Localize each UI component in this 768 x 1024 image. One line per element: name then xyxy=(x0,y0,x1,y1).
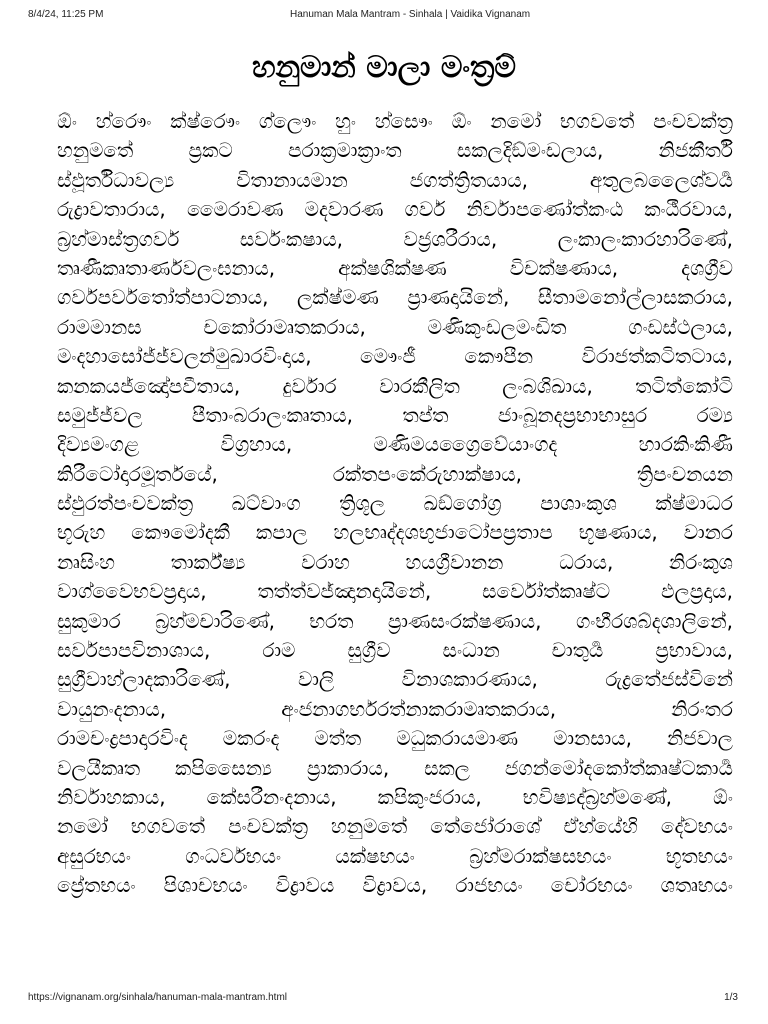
word: ත්‍රිශූල xyxy=(339,491,386,516)
word: සංධාන xyxy=(442,638,500,663)
word: හලභෘද්දශභුජාටෝපප්‍රතාප xyxy=(333,520,553,545)
word: දශග්‍රීව xyxy=(681,255,733,280)
word: කිරීටෝදාරමූර්තයේ, xyxy=(57,461,218,486)
word: මකරංද xyxy=(222,726,280,751)
word: ප්‍රාණසංරක්ෂණාය, xyxy=(387,608,542,633)
word: විරාජත්කටිතටාය, xyxy=(581,344,733,369)
word: තප්ත xyxy=(402,402,449,427)
word: සර්වංකෂාය, xyxy=(239,226,343,251)
word: විද්‍රාවය, xyxy=(362,873,428,898)
word: කපිකුංජරාය, xyxy=(377,784,482,809)
word: ප්‍රභාවාය, xyxy=(655,638,733,663)
word: අක්ෂශික්ෂණ xyxy=(338,255,447,280)
print-header xyxy=(0,9,768,25)
word: කපිසෛන්‍ය xyxy=(174,755,272,780)
word: වායුනංදනාය, xyxy=(57,696,167,721)
word: හාරකිංකිණී xyxy=(638,432,733,457)
text-line xyxy=(57,695,733,724)
text-line xyxy=(57,283,733,312)
word: සර්වෝත්කෘෂ්ට xyxy=(482,579,611,604)
text-line xyxy=(57,842,733,871)
word: හ්සෞං xyxy=(374,109,433,133)
word: දිව්‍යමංගළ xyxy=(57,432,140,457)
word: කේසරීනංදනාය, xyxy=(206,784,337,809)
word: ප්‍රේතභයං xyxy=(57,873,136,898)
word: ත්‍රිපංචනයන xyxy=(636,461,733,486)
word: හුං xyxy=(335,109,356,133)
word: පාශාංකුශ xyxy=(540,491,617,516)
text-line xyxy=(57,372,733,401)
text-line xyxy=(57,812,733,841)
word: විද්‍රාවය xyxy=(275,873,335,898)
text-line xyxy=(57,724,733,753)
word: කංඨීරවාය, xyxy=(644,197,733,222)
word: ධරාය, xyxy=(559,549,614,574)
word: අසුරභයං xyxy=(57,843,131,868)
word: වජ්‍රශරීරාය, xyxy=(403,226,498,251)
word: හනුමතේ xyxy=(57,138,134,163)
word: සකලදිඞ්මංඩලාය, xyxy=(456,138,604,163)
word: මෛරාවණ xyxy=(186,197,284,222)
word: වාලි xyxy=(297,667,335,692)
text-line xyxy=(57,636,733,665)
text-line xyxy=(57,548,733,577)
word: ලංබශිඛාය, xyxy=(502,373,593,398)
word: මදවාරණ xyxy=(304,197,384,222)
word: ගංධර්වභයං xyxy=(185,843,282,868)
text-line xyxy=(57,430,733,459)
word: භගවතේ xyxy=(560,109,635,133)
word: සීතාමනෝල්ලාසකරාය, xyxy=(537,285,733,310)
word: ජගන්මෝදකෝත්කෘෂ්ටකාර්‍ය xyxy=(504,755,733,780)
word: ශත්‍රුභයං xyxy=(660,873,733,898)
word: හ්රෞං xyxy=(95,109,152,133)
word: නමෝ xyxy=(490,109,542,133)
word: සුකුමාර xyxy=(57,608,121,633)
text-line xyxy=(57,254,733,283)
mantram-text xyxy=(57,107,733,901)
word: ගංඩස්ථලාය, xyxy=(628,314,733,339)
word: ගර්ව xyxy=(404,197,446,222)
word: භූතභයං xyxy=(665,843,733,868)
word: ක්ෂ්මාධර xyxy=(655,491,733,516)
text-line xyxy=(57,783,733,812)
word: භගවතේ xyxy=(130,814,206,839)
word: නෘසිංහ xyxy=(57,549,116,574)
text-line xyxy=(57,460,733,489)
word: සමුජ්ජ්වල xyxy=(57,402,143,427)
word: විචක්ෂණාය, xyxy=(509,255,619,280)
word: භූෂණාය, xyxy=(578,520,658,545)
word: පිශාචභයං xyxy=(163,873,248,898)
word: සුග්‍රීවාහ්ලාදකාරිණේ, xyxy=(57,667,231,692)
word: ගර්වපර්වතෝත්පාටනාය, xyxy=(57,285,269,310)
text-line xyxy=(57,665,733,694)
word: වාරකීලිත xyxy=(379,373,460,398)
word: රම්‍ය xyxy=(696,402,733,427)
word: කෞමෝදකී xyxy=(131,520,230,545)
word: පංචවක්ත්‍ර xyxy=(228,814,309,839)
word: පරාක්‍රමාක්‍රාංත xyxy=(288,138,402,163)
text-line xyxy=(57,518,733,547)
word: බ්‍රහ්මරාක්ෂසභයං xyxy=(469,843,612,868)
word: නිරංකුශ xyxy=(669,549,733,574)
text-line xyxy=(57,577,733,606)
word: සකල xyxy=(424,755,470,780)
word: පංචවක්ත්‍ර xyxy=(653,109,733,133)
word: වාග්වෛභවප්‍රදාය, xyxy=(57,579,207,604)
word: ඒහ්යේහි xyxy=(563,814,638,839)
word: මත්ත xyxy=(314,726,362,751)
word: රාජභයං xyxy=(455,873,523,898)
text-line xyxy=(57,489,733,518)
word: මණිමයග්‍රෛවේයාංගද xyxy=(373,432,558,457)
word: සුග්‍රීව xyxy=(347,638,391,663)
word: දේවභයං xyxy=(660,814,733,839)
word: පීතාංබරාලංකෘතාය, xyxy=(191,402,354,427)
word: බ්‍රහ්මචාරිණේ, xyxy=(155,608,275,633)
word: වානර xyxy=(683,520,733,545)
word: විතානායමාන xyxy=(236,167,348,192)
word: අතුලබලෛශ්වර්‍ය xyxy=(589,167,733,192)
text-line xyxy=(57,225,733,254)
word: ලක්ෂ්මණ xyxy=(296,285,379,310)
text-line xyxy=(57,871,733,900)
word: තාර්ක්ෂ්‍ය xyxy=(170,549,246,574)
word: මෞංජී xyxy=(360,344,416,369)
text-line xyxy=(57,342,733,371)
word: ගංභීරශබ්දශාලිනේ, xyxy=(575,608,733,633)
word: රුද්‍රාවතාරාය, xyxy=(57,197,166,222)
word: මානසාය, xyxy=(553,726,632,751)
word: නිජකීර්ති xyxy=(658,138,733,163)
word: දුර්වාර xyxy=(282,373,337,398)
word: විනාශකාරණාය, xyxy=(401,667,538,692)
word: රුද්‍රතේජස්විනේ xyxy=(605,667,733,692)
word: ජගත්ත්‍රිතයාය, xyxy=(409,167,528,192)
word: රාම xyxy=(262,638,296,663)
word: චෝරභයං xyxy=(550,873,633,898)
word: රාමචංද්‍රපාදාරවිංද xyxy=(57,726,188,751)
page-number: 1/3 xyxy=(724,992,738,1003)
word: වරාහ xyxy=(301,549,350,574)
word: ලංකාලංකාරහාරිණේ, xyxy=(557,226,733,251)
text-line xyxy=(57,136,733,165)
print-datetime: 8/4/24, 11:25 PM xyxy=(28,9,104,20)
word: යක්ෂභයං xyxy=(335,843,415,868)
text-line xyxy=(57,195,733,224)
word: හනුමතේ xyxy=(331,814,408,839)
word: කපාල xyxy=(255,520,308,545)
word: තේජෝරාශේ xyxy=(430,814,541,839)
word: තෘණීකෘතාර්ණවලංඝනාය, xyxy=(57,255,276,280)
text-line xyxy=(57,754,733,783)
word: තටිත්කෝටි xyxy=(635,373,733,398)
word: නමෝ xyxy=(57,814,108,839)
word: ප්‍රකට xyxy=(188,138,233,163)
word: නිර්වාපණෝත්කංඨ xyxy=(466,197,624,222)
word: නිර්වාහකාය, xyxy=(57,784,166,809)
word: අංජනාගර්භරත්නාකරාමෘතකරාය, xyxy=(281,696,557,721)
text-line xyxy=(57,166,733,195)
word: චකෝරාමෘතකරාය, xyxy=(203,314,366,339)
word: චාතුර්‍ය xyxy=(551,638,604,663)
word: ඕං xyxy=(451,109,472,133)
word: මංදහාසෝජ්ජ්වලන්මුඛාරවිංදාය, xyxy=(57,344,312,369)
word: ඵලප්‍රදාය, xyxy=(661,579,733,604)
word: වලයීකෘත xyxy=(57,755,141,780)
word: මණිකුංඩලමංඩිත xyxy=(427,314,567,339)
word: භරත xyxy=(309,608,354,633)
word: කෞපීන xyxy=(464,344,534,369)
word: හයග්‍රීවානන xyxy=(405,549,504,574)
word: භූරුහ xyxy=(57,520,106,545)
word: නිජවාල xyxy=(666,726,733,751)
word: සර්වපාපවිනාශාය, xyxy=(57,638,211,663)
word: ක්ෂ්රෞං xyxy=(170,109,241,133)
word: මධුකරායමාණ xyxy=(396,726,519,751)
text-line xyxy=(57,107,733,136)
word: රාමමානස xyxy=(57,314,142,339)
document-title: හනුමාන් මාලා මංත්‍රම් xyxy=(252,50,516,85)
word: ප්‍රාණදායිනේ, xyxy=(407,285,510,310)
word: ඛඞ්ගෝග්‍ර xyxy=(423,491,502,516)
word: ස්ඵූර්තිධාවල්‍ය xyxy=(57,167,175,192)
text-line xyxy=(57,607,733,636)
text-line xyxy=(57,401,733,430)
word: ඕං xyxy=(713,784,733,809)
word: ප්‍රාකාරාය, xyxy=(306,755,390,780)
word: ජාංබූනදප්‍රභාභාසුර xyxy=(497,402,648,427)
word: නිරංතර xyxy=(671,696,733,721)
word: බ්‍රහ්මාස්ත්‍රගර්ව xyxy=(57,226,180,251)
print-url: https://vignanam.org/sinhala/hanuman-mala-mantram.html xyxy=(28,992,288,1003)
word: ස්ඵුරත්පංචවක්ත්‍ර xyxy=(57,491,194,516)
print-footer xyxy=(0,992,768,1008)
text-line xyxy=(57,313,733,342)
word: විග්‍රහාය, xyxy=(220,432,293,457)
word: භවිෂ්‍යද්බ්‍රහ්මණේ, xyxy=(522,784,673,809)
word: තත්ත්වජ්ඤානදායිනේ, xyxy=(257,579,432,604)
word: කනකයජ්ඤෝපවීතාය, xyxy=(57,373,241,398)
word: රක්තපංකේරුහාක්ෂාය, xyxy=(332,461,522,486)
print-page-title: Hanuman Mala Mantram - Sinhala | Vaidika Vignanam xyxy=(290,9,531,20)
word: ඛට්වාංග xyxy=(231,491,301,516)
word: ග්ලෞං xyxy=(258,109,317,133)
word: ඕං xyxy=(57,109,77,133)
